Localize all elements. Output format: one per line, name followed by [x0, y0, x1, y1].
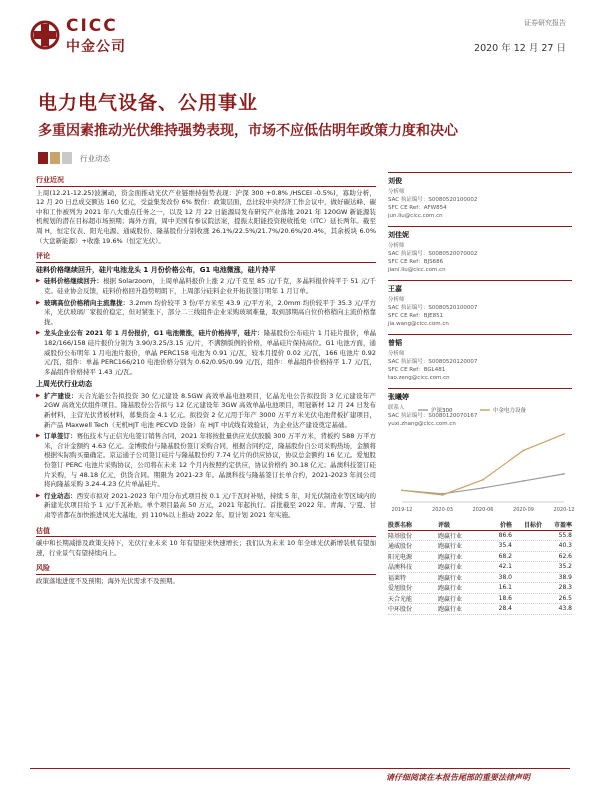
- table-row: [388, 583, 572, 594]
- review-point: [36, 329, 376, 377]
- table-cell: 38.9: [558, 573, 572, 581]
- cicc-logo-icon: [30, 20, 60, 50]
- review-subheading: 硅料价格继续回升，硅片电池龙头 1 月份价格公布，G1 电池微涨，硅片持平: [36, 265, 276, 274]
- weekly-point: [36, 432, 376, 490]
- analyst-sfc: SFC CE Ref：BGL481: [388, 367, 446, 373]
- table-row: [388, 573, 572, 584]
- chart-point: [523, 450, 525, 452]
- risk-text: 政策落地进度不及预期；海外光伏需求不及预期。: [36, 576, 179, 585]
- weekly-point-title: 行业动态：: [44, 491, 77, 500]
- report-body: [36, 172, 376, 589]
- table-cell: 28.4: [498, 605, 512, 613]
- analyst-email[interactable]: tao.zeng@cicc.com.cn: [388, 375, 450, 381]
- analyst-name: 刘佳妮: [388, 231, 409, 239]
- section-heading: 评论: [36, 248, 376, 263]
- review-point-title: 龙头企业公布 2021 年 1 月份报价，G1 电池微涨，硅片价格持平，硅片：: [44, 329, 264, 338]
- table-cell: 55.8: [558, 531, 572, 539]
- table-cell: 跑赢行业: [438, 564, 463, 572]
- chart-point: [401, 489, 403, 491]
- section-heading: 风险: [36, 560, 376, 575]
- weekly-point-text: 赛伍技术与正信光电签订销售合同，2021 年将按批量供应光伏胶膜 300 万平方米，背板约 588 万平方米，合计金额约 4.63 亿元。金博股份与隆基股份签订采购合同，根据合同约定，隆基股份自公司采购热场，金额将根据实际购买量确定。京运通子公司签订硅片与隆基股份约 7.74 亿片的供应协议，协议总金额约 16 亿元。爱旭股份签订 PERC 电池片采购协议，公司将在未来 12 个月内按照约定供应，协议价格约 30.18 亿元；晶澳科技签订硅片采购，与 48.18 亿元，供货合同。期限为 2021-23 年。晶澳科技与隆基签订长单合约，2021-2023 年间公司将向隆基采购 3.24-4.23 亿片单晶硅片。: [44, 432, 377, 489]
- chart-point: [563, 433, 565, 435]
- table-cell: 通威股份: [388, 543, 413, 551]
- analyst-sac: SAC 执证编号：S0080520100007: [388, 305, 478, 311]
- report-title: 多重因素推动光伏维持强势表现，市场不应低估明年政策力度和决心: [38, 123, 458, 139]
- analyst-name: 曾韬: [388, 339, 402, 347]
- analyst-role: 分析师: [388, 297, 405, 303]
- review-point-text: 根据 Solarzoom，上周单晶料报价上涨 2 元/千克至 85 元/千克，多晶料报价持平于 51 元/千克。硅业协会反馈，硅料价格回升趋势明朗下，上周部分硅料企业开拓获签订明年 1 月订单。: [44, 277, 376, 295]
- analyst-sac: SAC 执证编号：S0080120070167: [388, 413, 478, 419]
- table-cell: 跑赢行业: [438, 606, 463, 614]
- chart-x-tick-label: 2020-09: [513, 507, 534, 513]
- table-row: [388, 594, 572, 605]
- table-row: [388, 531, 572, 542]
- page-footer: [0, 772, 600, 786]
- table-cell: 62.6: [558, 552, 572, 560]
- table-cell: 68.2: [498, 552, 512, 560]
- analyst-name: 王嘉: [388, 285, 402, 293]
- chart-legend-label: 沪深300: [431, 408, 453, 414]
- tag-block-icon: [50, 152, 60, 164]
- analyst-role: 分析师: [388, 243, 405, 249]
- analyst-sac: SAC 执证编号：S0080520070002: [388, 251, 478, 257]
- chart-point: [563, 473, 565, 475]
- analyst-email[interactable]: jia.wang@cicc.com.cn: [388, 321, 449, 327]
- table-row: [388, 552, 572, 563]
- table-cell: 35.2: [558, 563, 572, 571]
- review-point-title: 玻璃高位价格稍向主流靠拢：: [44, 298, 130, 307]
- weekly-point: [36, 392, 376, 430]
- chart-point: [482, 479, 484, 481]
- analyst-card: [388, 280, 572, 328]
- analyst-name: 张曦婷: [388, 393, 409, 401]
- footer-divider: [30, 768, 570, 769]
- review-point-text: 3.2mm 均价较平 3 份/平方米至 43.9 元/平方米，2.0mm 均价较平于 35.3 元/平方米，光伏玻璃厂家报价稳定，但对紧张下，部分二三线组件企业采购玻璃难量，取到部期高自位价格稍向主流价格靠拢。: [44, 298, 376, 326]
- section-heading: 行业近况: [36, 172, 376, 187]
- chart-point: [442, 494, 444, 496]
- review-point: [36, 299, 376, 328]
- performance-chart: [388, 402, 575, 520]
- table-cell: 38.0: [498, 573, 512, 581]
- table-header-row: [388, 520, 572, 531]
- chart-point: [523, 480, 525, 482]
- analyst-sfc: SFC CE Ref：BJE851: [388, 313, 444, 319]
- analyst-card: [388, 334, 572, 382]
- table-cell: 跑赢行业: [438, 595, 463, 603]
- valuation-text: 碳中和长期减排及政策支持下，光伏行业未来 10 年有望迎来快速增长；我们认为未来 10 年全球光伏新增装机有望加速，行业景气有望持续向上。: [36, 539, 376, 557]
- tag-block-icon: [38, 152, 48, 164]
- table-header-cell: 价格: [499, 522, 512, 530]
- weekly-point-title: 扩产建设：: [44, 391, 78, 400]
- table-header-cell: 评级: [438, 522, 451, 530]
- table-cell: 晶澳科技: [388, 564, 413, 572]
- table-header-cell: 股票名称: [388, 522, 413, 530]
- report-header: [30, 14, 570, 62]
- sector-title: 电力电气设备、公用事业: [38, 92, 259, 114]
- tag-label: 行业动态: [80, 154, 110, 163]
- tag-block-icon: [62, 152, 72, 164]
- analyst-sac: SAC 执证编号：S0080520100002: [388, 197, 478, 203]
- analyst-email[interactable]: jiani.liu@cicc.com.cn: [388, 267, 446, 273]
- table-cell: 跑赢行业: [438, 532, 463, 540]
- footer-disclaimer: 请仔细阅读在本报告尾部的重要法律声明: [386, 773, 530, 782]
- table-cell: 26.5: [558, 594, 572, 602]
- review-point: [36, 277, 376, 296]
- table-cell: 爱旭股份: [388, 585, 413, 593]
- table-cell: 福莱特: [388, 574, 407, 582]
- analyst-sfc: SFC CE Ref：BJS686: [388, 259, 444, 265]
- chart-x-tick-label: 2020-12: [553, 507, 575, 513]
- chart-point: [482, 487, 484, 489]
- table-cell: 阳光电源: [388, 553, 413, 561]
- logo-english: CICC: [66, 16, 118, 36]
- table-header-cell: 市盈率: [553, 522, 572, 530]
- table-cell: 隆基股份: [388, 532, 413, 540]
- weekly-point-title: 订单签订：: [44, 432, 77, 441]
- chart-series-line: [402, 434, 564, 495]
- table-cell: 跑赢行业: [438, 585, 463, 593]
- weekly-point: [36, 492, 376, 521]
- chart-legend-label: 中金电力设备: [493, 408, 527, 414]
- table-cell: 中环股份: [388, 606, 413, 614]
- chart-x-tick-label: 2020-03: [432, 507, 453, 513]
- section-heading: 估值: [36, 523, 376, 538]
- document-type: 证券研究报告: [524, 19, 566, 27]
- table-row: [388, 604, 572, 615]
- table-cell: 86.6: [498, 531, 512, 539]
- analyst-list: [388, 172, 572, 434]
- analyst-email[interactable]: yuxi.zhang@cicc.com.cn: [388, 421, 456, 427]
- table-cell: 跑赢行业: [438, 543, 463, 551]
- review-point-text: 隆基股份公布硅片 1 月硅片报价，单晶 182/166/158 硅片报价分别为 3.90/3.25/3.15 元/片，不满额版例的价格，单晶硅片保持高位。G1 电池方面，通威股份公布明年 1 月电池片报价，单晶 PERC158 电池为 0.91 元/瓦，较本月提价 0.02 元/瓦，166 电池片 0.92 元/瓦，组件：单晶 PERC166/210 电池价格分别为 0.62/0.95/0.99 元/瓦，组件：单晶组件价格持平 1.7 元/瓦，多晶组件价格持平 1.43 元/瓦。: [44, 329, 376, 376]
- chart-x-tick-label: 2019-12: [391, 507, 413, 513]
- table-cell: 28.3: [558, 584, 572, 592]
- weekly-subheading: 上周光伏行业动态: [36, 380, 92, 389]
- analyst-name: 刘俊: [388, 177, 402, 185]
- table-cell: 35.4: [498, 542, 512, 550]
- chart-svg: [388, 402, 575, 520]
- table-row: [388, 562, 572, 573]
- analyst-sfc: SFC CE Ref：AFW854: [388, 205, 447, 211]
- chart-x-tick-label: 2020-06: [472, 507, 494, 513]
- cicc-logo: [30, 14, 170, 62]
- analyst-email[interactable]: jun.liu@cicc.com.cn: [388, 213, 443, 219]
- coverage-table: [388, 520, 572, 615]
- table-cell: 40.3: [558, 542, 572, 550]
- weekly-point-text: 西安市拟对 2021-2023 年户用分布式项目按 0.1 元/千瓦时补贴，持续 5 年，对光伏制造业等区域内的新建光伏项目给予 1 元/千瓦补贴。单个项目最高 50 万元，2021 年起执行。首批截至 2022 年。青海、宁夏、甘肃等省都在加快推进风光大基地，到 110%以上推动 2022 年。原计划 2021 年实施。: [44, 491, 376, 519]
- analyst-card: [388, 226, 572, 274]
- analyst-sac: SAC 执证编号：S0080520120007: [388, 359, 478, 365]
- industry-text: 上周(12.21-12.25)波澜动，资金面推动光伏产业链维持强势表现：沪深 300 +0.8% /HSCEI -0.5%)，寡助分析，12 月 20 日总成交额达 160 亿元，受益集发改份 6% 数份：政策层面，总比较中央经济工作会议中，做好碳达峰、碳中和工作被列为 2021 年八大重点任务之一，以及 12 月 22 日能源局发布研究产业落地 2021 年 120GW 新能源装机规划的潜在目标超市场预期；海外方面，周中美国有参议院法案，提振太阳能投资税收抵免（ITC）延长两年。截至周 H，恒定仪表、阳光电源、通威股份、隆基股份分别收涨 26.1%/22.5%/21.7%/20.6%/20.4%，其余板块 6.0%（大盘新能源）+收涨 19.6%（恒定光伏）。: [36, 188, 376, 245]
- table-cell: 18.6: [498, 594, 512, 602]
- analyst-card: [388, 172, 572, 220]
- table-cell: 天合光能: [388, 595, 413, 603]
- chart-series-line: [402, 474, 564, 494]
- table-row: [388, 541, 572, 552]
- table-cell: 16.1: [498, 584, 512, 592]
- table-cell: 42.1: [498, 563, 512, 571]
- report-date: 2020 年 12 月 27 日: [474, 43, 566, 54]
- analyst-role: 分析师: [388, 189, 405, 195]
- weekly-point-text: 天合光能公告拟投资 30 亿元建设 8.5GW 高效单晶电池项目，亿晶光电公告拟投资 3 亿元建设年产 2GW 高效光伏组件项目。隆基股份公告拟与 12 亿元建设年 3GW 高效单晶电池项目，明冠新材 12 月 24 日发布新材料，主营光伏背板材料，募集资金 4.1 亿元。拟投资 2 亿元用于年产 3000 万平方米光伏电池背板扩建项目，新产品 Maxwell Tech（无机HJT 电池 PECVD 设备）在 HJT 中试线有效验证，为企业达产建设奠定基础。: [44, 391, 377, 429]
- table-cell: 43.8: [558, 605, 572, 613]
- table-cell: 跑赢行业: [438, 574, 463, 582]
- review-point-title: 硅料价格继续回升：: [44, 277, 103, 286]
- analyst-role: 分析师: [388, 351, 405, 357]
- table-cell: 跑赢行业: [438, 553, 463, 561]
- table-header-cell: 目标价: [523, 522, 542, 530]
- analyst-role: 联系人: [388, 405, 405, 411]
- logo-chinese: 中金公司: [66, 39, 126, 55]
